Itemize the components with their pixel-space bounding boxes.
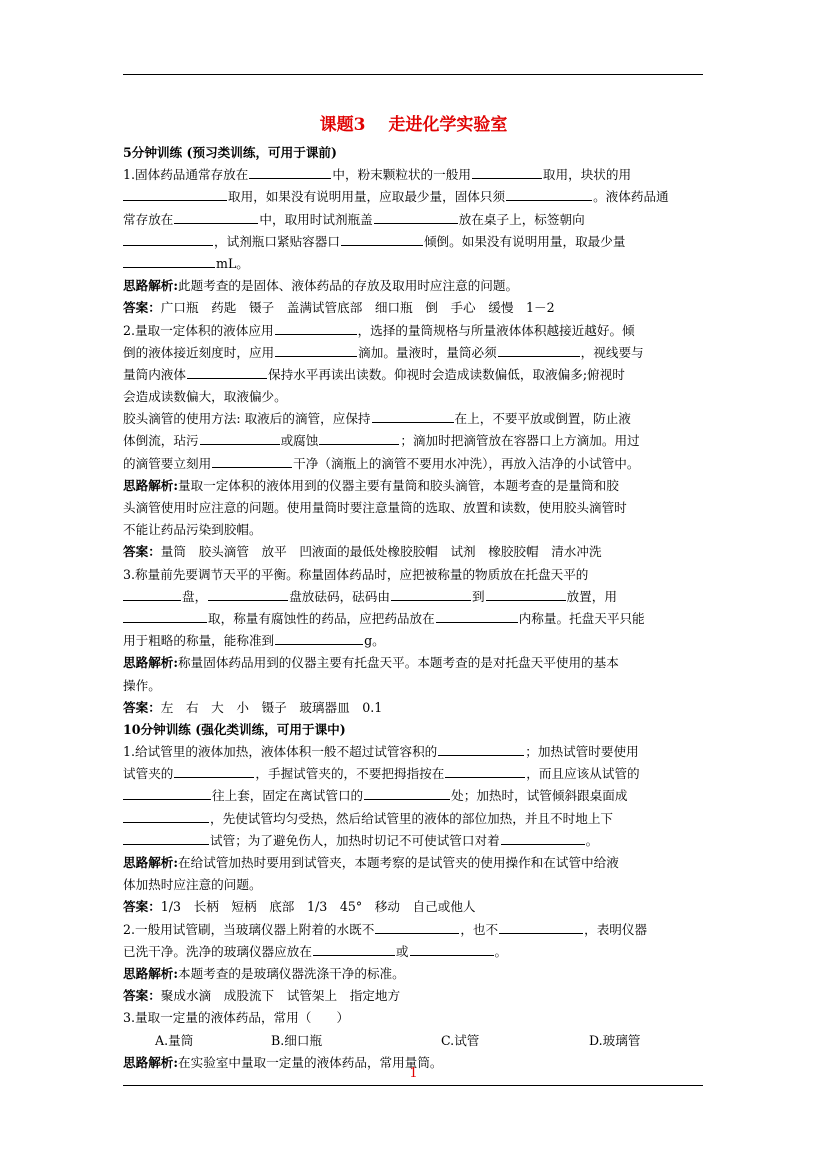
answer-line: 答案：量筒 胶头滴管 放平 凹液面的最低处橡胶胶帽 试剂 橡胶胶帽 清水冲洗 bbox=[123, 544, 602, 560]
analysis-line: 思路解析:在给试管加热时要用到试管夹，本题考察的是试管夹的使用操作和在试管中给液 bbox=[123, 855, 619, 870]
question-line: 试管；为了避免伤人，加热时切记不可使试管口对着 。 bbox=[123, 830, 703, 852]
blank bbox=[123, 609, 207, 623]
blank bbox=[275, 343, 357, 357]
blank bbox=[275, 321, 357, 335]
answer-line: 答案：聚成水滴 成股流下 试管架上 指定地方 bbox=[123, 988, 401, 1004]
analysis-line: 不能让药品污染到胶帽。 bbox=[123, 522, 262, 538]
analysis-line: 思路解析:此题考查的是固体、液体药品的存放及取用时应注意的问题。 bbox=[123, 278, 519, 294]
blank bbox=[275, 631, 363, 645]
blank bbox=[212, 454, 292, 468]
blank bbox=[375, 920, 459, 934]
blank bbox=[174, 764, 254, 778]
question-line: 已洗干净。洗净的玻璃仪器应放在 或 。 bbox=[123, 943, 508, 959]
blank bbox=[174, 210, 258, 224]
question-line: 2.一般用试管刷，当玻璃仪器上附着的水既不 ，也不 ，表明仪器 bbox=[123, 921, 648, 937]
blank bbox=[501, 831, 585, 845]
question-line: 试管夹的 ，手握试管夹的，不要把拇指按在 ，而且应该从试管的 bbox=[123, 766, 640, 782]
analysis-line: 操作。 bbox=[123, 677, 161, 693]
question-line: 常存放在 中，取用时试剂瓶盖 放在桌子上，标签朝向 bbox=[123, 211, 585, 227]
blank bbox=[486, 587, 566, 601]
page-title: 课题3 走进化学实验室 bbox=[319, 115, 508, 135]
blank bbox=[313, 942, 395, 956]
question-line: mL。 bbox=[123, 253, 703, 275]
blank bbox=[438, 742, 524, 756]
option-a: A.量筒 bbox=[155, 1032, 194, 1048]
question-line: 盘， 盘放砝码，砝码由 到 放置，用 bbox=[123, 586, 703, 608]
section-heading: 10分钟训练 (强化类训练，可用于课中) bbox=[123, 721, 346, 737]
blank bbox=[364, 786, 450, 800]
blank bbox=[249, 165, 331, 179]
question-line: 倒的液体接近刻度时，应用 滴加。量液时，量筒必须 ，视线要与 bbox=[123, 344, 644, 360]
blank bbox=[372, 409, 454, 423]
question-line: 3.量取一定量的液体药品，常用（ ） bbox=[123, 1010, 350, 1026]
answer-line: 答案：广口瓶 药匙 镊子 盖满试管底部 细口瓶 倒 手心 缓慢 1－2 bbox=[123, 300, 555, 316]
blank bbox=[498, 343, 580, 357]
option-b: B.细口瓶 bbox=[271, 1032, 323, 1048]
blank bbox=[506, 187, 592, 201]
question-line: 用于粗略的称量，能称准到 g。 bbox=[123, 633, 385, 649]
blank bbox=[187, 365, 267, 379]
option-row bbox=[123, 1030, 703, 1052]
question-line: 的滴管要立刻用 干净（滴瓶上的滴管不要用水冲洗），再放入洁净的小试管中。 bbox=[123, 455, 640, 471]
blank bbox=[123, 187, 227, 201]
option-c: C.试管 bbox=[441, 1032, 480, 1048]
page-number: 1 bbox=[409, 1066, 418, 1081]
analysis-line: 思路解析:量取一定体积的液体用到的仪器主要有量筒和胶头滴管，本题考查的是量筒和胶 bbox=[123, 477, 619, 493]
option-d: D.玻璃管 bbox=[589, 1032, 641, 1048]
analysis-line: 体加热时应注意的问题。 bbox=[123, 877, 262, 893]
blank bbox=[208, 587, 288, 601]
question-line: 取用，如果没有说明用量，应取最少量，固体只须 。液体药品通 bbox=[123, 186, 703, 208]
question-line: 会造成读数偏大，取液偏少。 bbox=[123, 389, 287, 405]
blank bbox=[123, 831, 209, 845]
question-line: 往上套，固定在离试管口的 处；加热时，试管倾斜跟桌面成 bbox=[123, 785, 703, 807]
blank bbox=[200, 431, 280, 445]
blank bbox=[123, 809, 209, 823]
analysis-line: 头滴管使用时应注意的问题。使用量筒时要注意量筒的选取、放置和读数，使用胶头滴管时 bbox=[123, 500, 627, 515]
question-line: 1.给试管里的液体加热，液体体积一般不超过试管容积的 ；加热试管时要使用 bbox=[123, 744, 639, 760]
blank bbox=[391, 587, 471, 601]
question-line: ，试剂瓶口紧贴容器口 倾倒。如果没有说明用量，取最少量 bbox=[123, 231, 703, 253]
question-line: 2.量取一定体积的液体应用 ，选择的量筒规格与所量液体体积越接近越好。倾 bbox=[123, 322, 635, 338]
blank bbox=[436, 609, 518, 623]
header-rule bbox=[123, 74, 703, 75]
blank bbox=[319, 431, 399, 445]
blank bbox=[123, 786, 211, 800]
question-line: 体倒流，玷污 或腐蚀 ；滴加时把滴管放在容器口上方滴加。用过 bbox=[123, 433, 640, 449]
blank bbox=[341, 232, 423, 246]
answer-line: 答案：左 右 大 小 镊子 玻璃器皿 0.1 bbox=[123, 699, 383, 715]
section-heading: 5分钟训练 (预习类训练，可用于课前) bbox=[123, 145, 337, 160]
question-line: 取，称量有腐蚀性的药品，应把药品放在 内称量。托盘天平只能 bbox=[123, 608, 703, 630]
question-line: 3.称量前先要调节天平的平衡。称量固体药品时，应把被称量的物质放在托盘天平的 bbox=[123, 566, 589, 582]
question-line: 量筒内液体 保持水平再读出读数。仰视时会造成读数偏低，取液偏多;俯视时 bbox=[123, 366, 625, 382]
document-body bbox=[123, 142, 703, 1074]
blank bbox=[445, 764, 525, 778]
footer-rule bbox=[123, 1085, 703, 1086]
blank bbox=[123, 232, 213, 246]
blank bbox=[410, 942, 494, 956]
blank bbox=[123, 254, 215, 268]
question-line: 1.固体药品通常存放在 中，粉末颗粒状的一般用 取用，块状的用 bbox=[123, 167, 632, 183]
answer-line: 答案：1/3 长柄 短柄 底部 1/3 45° 移动 自己或他人 bbox=[123, 899, 476, 915]
blank bbox=[472, 165, 542, 179]
question-line: ，先使试管均匀受热，然后给试管里的液体的部位加热，并且不时地上下 bbox=[123, 808, 703, 830]
analysis-line: 思路解析:称量固体药品用到的仪器主要有托盘天平。本题考查的是对托盘天平使用的基本 bbox=[123, 655, 619, 671]
analysis-line: 思路解析:在实验室中量取一定量的液体药品，常用量筒。 bbox=[123, 1054, 443, 1070]
analysis-line: 思路解析:本题考查的是玻璃仪器洗涤干净的标准。 bbox=[123, 965, 405, 981]
blank bbox=[123, 587, 181, 601]
blank bbox=[499, 920, 583, 934]
blank bbox=[374, 210, 458, 224]
question-line: 胶头滴管的使用方法: 取液后的滴管，应保持 在上，不要平放或倒置，防止液 bbox=[123, 411, 631, 427]
